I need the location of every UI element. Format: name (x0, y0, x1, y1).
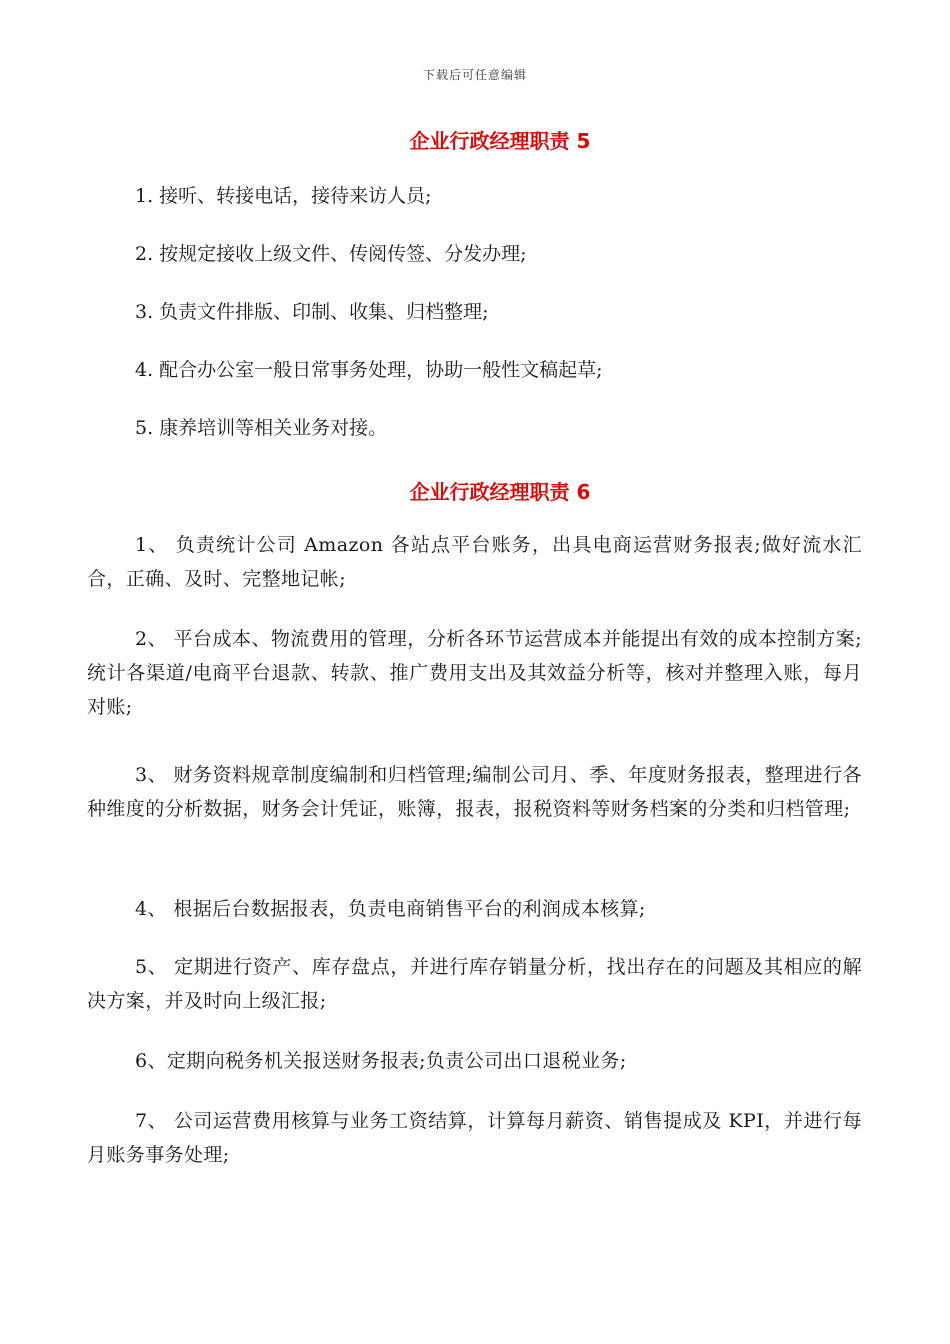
list-item: 5、 定期进行资产、库存盘点，并进行库存销量分析，找出存在的问题及其相应的解决方案，并及时向上级汇报; (87, 956, 862, 1012)
list-item: 1、 负责统计公司 Amazon 各站点平台账务，出具电商运营财务报表;做好流水汇合，正确、及时、完整地记帐; (87, 534, 862, 590)
list-item: 2、 平台成本、物流费用的管理，分析各环节运营成本并能提出有效的成本控制方案;统计各渠道/电商平台退款、转款、推广费用支出及其效益分析等，核对并整理入账，每月对账; (87, 628, 862, 718)
section-title-6: 企业行政经理职责 6 (409, 480, 591, 504)
list-item: 4、 根据后台数据报表，负责电商销售平台的利润成本核算; (135, 898, 646, 920)
section-title-5: 企业行政经理职责 5 (409, 129, 591, 153)
watermark-text: 下载后可任意编辑 (422, 68, 527, 82)
list-item: 7、 公司运营费用核算与业务工资结算，计算每月薪资、销售提成及 KPI，并进行每月账务事务处理; (87, 1110, 862, 1166)
list-item: 2. 按规定接收上级文件、传阅传签、分发办理; (135, 243, 527, 265)
list-item: 3、 财务资料规章制度编制和归档管理;编制公司月、季、年度财务报表，整理进行各种维度的分析数据，财务会计凭证，账簿，报表，报税资料等财务档案的分类和归档管理; (87, 764, 862, 820)
list-item: 6、定期向税务机关报送财务报表;负责公司出口退税业务; (135, 1050, 627, 1072)
list-item: 3. 负责文件排版、印制、收集、归档整理; (135, 301, 489, 323)
list-item: 4. 配合办公室一般日常事务处理，协助一般性文稿起草; (135, 359, 603, 381)
list-item: 1. 接听、转接电话，接待来访人员; (135, 185, 432, 207)
list-item: 5. 康养培训等相关业务对接。 (135, 417, 388, 439)
